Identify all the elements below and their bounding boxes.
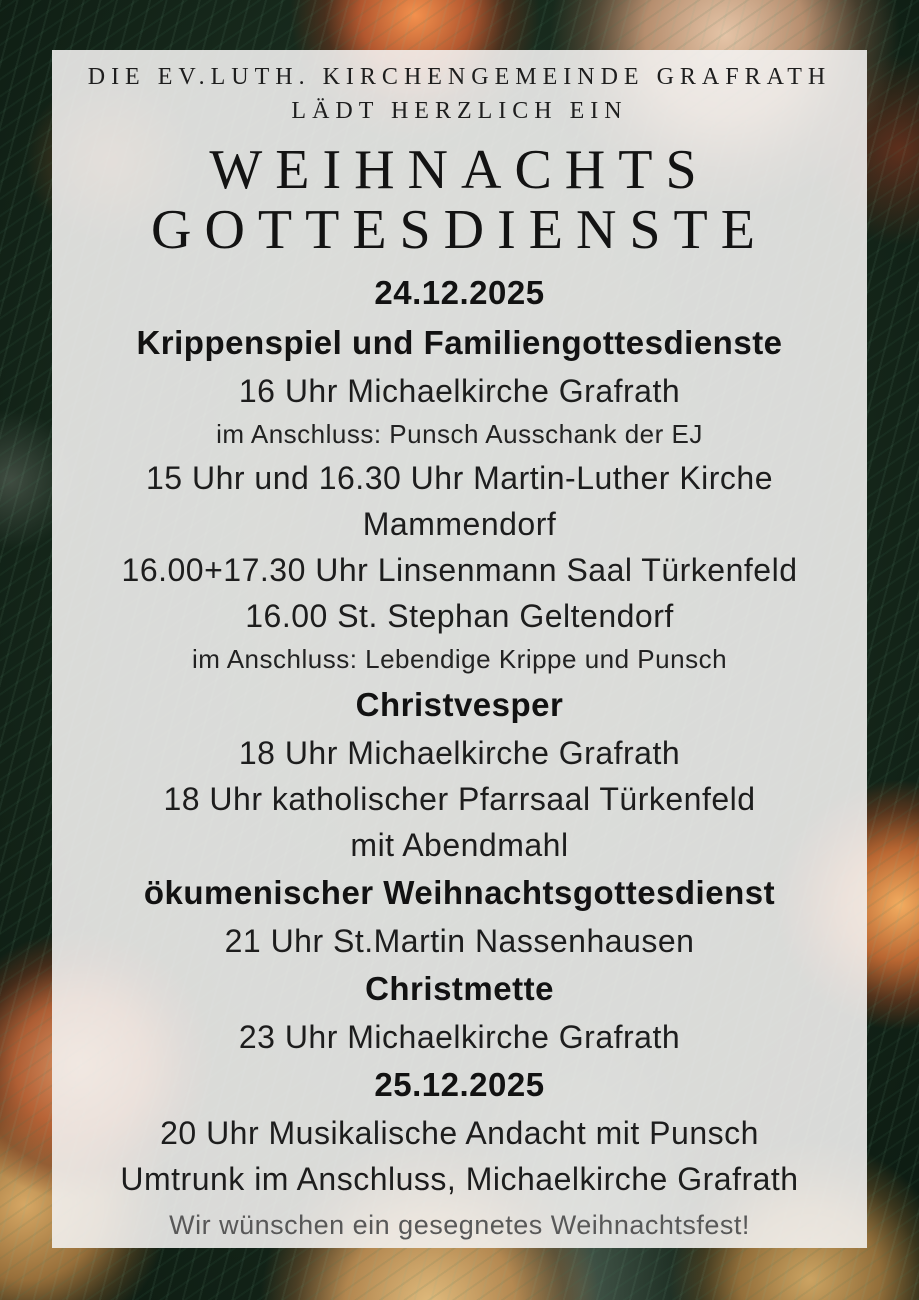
schedule-line: im Anschluss: Lebendige Krippe und Punsch	[191, 644, 728, 674]
schedule-line: 24.12.2025	[374, 274, 545, 311]
schedule-line: 16 Uhr Michaelkirche Grafrath	[238, 373, 681, 409]
schedule-line: Krippenspiel und Familiengottesdienste	[136, 324, 783, 361]
poster-title-line-1: WEIHNACHTS	[209, 139, 710, 201]
schedule-line: im Anschluss: Punsch Ausschank der EJ	[216, 419, 703, 449]
schedule-line: 18 Uhr katholischer Pfarrsaal Türkenfeld	[163, 781, 756, 817]
eyebrow-line-2: LÄDT HERZLICH EIN	[291, 98, 628, 124]
schedule-line: 20 Uhr Musikalische Andacht mit Punsch	[160, 1115, 759, 1151]
schedule-line: Christmette	[365, 970, 554, 1007]
eyebrow-line-1: DIE EV.LUTH. KIRCHENGEMEINDE GRAFRATH	[87, 64, 832, 90]
poster-title-line-2: GOTTESDIENSTE	[151, 199, 768, 261]
schedule-line: 16.00 St. Stephan Geltendorf	[245, 598, 674, 634]
schedule-line: Mammendorf	[362, 506, 557, 542]
footer-greeting: Wir wünschen ein gesegnetes Weihnachtsfest!	[169, 1210, 750, 1240]
schedule-line: Umtrunk im Anschluss, Michaelkirche Grafrath	[120, 1161, 799, 1197]
schedule-line: 23 Uhr Michaelkirche Grafrath	[238, 1019, 681, 1055]
schedule-line: 21 Uhr St.Martin Nassenhausen	[224, 923, 695, 959]
schedule-line: 16.00+17.30 Uhr Linsenmann Saal Türkenfeld	[121, 552, 798, 588]
schedule-line: 15 Uhr und 16.30 Uhr Martin-Luther Kirche	[145, 460, 774, 496]
schedule-line: Christvesper	[355, 686, 564, 723]
schedule-line: mit Abendmahl	[350, 827, 569, 863]
content-panel	[52, 50, 867, 1248]
schedule-line: 18 Uhr Michaelkirche Grafrath	[238, 735, 681, 771]
poster-title	[70, 140, 849, 260]
schedule-line: 25.12.2025	[374, 1066, 545, 1103]
schedule-list	[70, 268, 849, 1202]
schedule-line: ökumenischer Weihnachtsgottesdienst	[143, 874, 776, 911]
